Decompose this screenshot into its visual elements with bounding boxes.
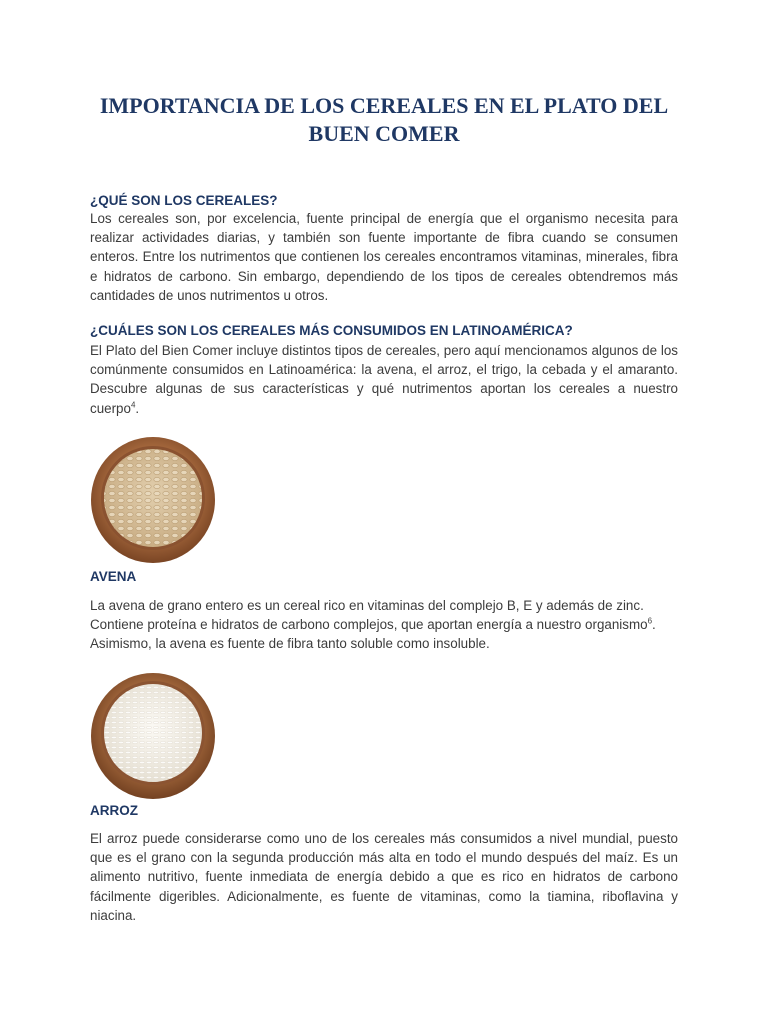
rice-bowl-image	[90, 670, 216, 800]
cereal-name-avena: AVENA	[90, 569, 137, 584]
page-title: IMPORTANCIA DE LOS CEREALES EN EL PLATO DEL BUEN COMER	[99, 93, 669, 146]
section-heading-which: ¿CUÁLES SON LOS CEREALES MÁS CONSUMIDOS EN LATINOAMÉRICA?	[90, 323, 573, 338]
cereal-text-arroz: El arroz puede considerarse como uno de los cereales más consumidos a nivel mundial, puesto que es el grano con la segunda producción más alta en todo el mundo después del maíz. Es un alimento nutritivo, fuente inmediata de energía debido a que es rico en hidratos de carbono fácilmente digeribles. Adicionalmente, es fuente de vitaminas, como la tiamina, riboflavina y niacina.	[90, 831, 678, 923]
oats-bowl-image	[90, 434, 216, 564]
section-heading-what: ¿QUÉ SON LOS CEREALES?	[90, 193, 278, 208]
cereal-text-avena-tail: Asimismo, la avena es fuente de fibra tanto soluble como insoluble.	[90, 636, 490, 652]
section-text-what: Los cereales son, por excelencia, fuente principal de energía que el organismo necesita para realizar actividades diarias, y también son fuente importante de fibra cuando se consumen enteros. Entre los nutrimentos que contienen los cereales encontramos vitaminas, minerales, fibra e hidratos de carbono. Sin embargo, dependiendo de los tipos de cereales obtendremos más cantidades de unos nutrimentos u otros.	[90, 211, 678, 303]
section-text-which-body: El Plato del Bien Comer incluye distintos tipos de cereales, pero aquí mencionamos algunos de los comúnmente consumidos en Latinoamérica: la avena, el arroz, el trigo, la cebada y el amaranto. Descubre algunas de sus características y qué nutrimentos aportan los cereales a nuestro cuerpo	[90, 343, 678, 416]
section-text-which: El Plato del Bien Comer incluye distintos tipos de cereales, pero aquí mencionamos algunos de los comúnmente consumidos en Latinoamérica: la avena, el arroz, el trigo, la cebada y el amaranto. Descubre algunas de sus características y qué nutrimentos aportan los cereales a nuestro cuerpo$^4$.	[90, 343, 678, 416]
cereal-name-arroz: ARROZ	[90, 803, 138, 818]
footnote-marker: 6	[647, 616, 653, 626]
footnote-marker: 4	[130, 400, 136, 410]
cereal-text-avena-body: La avena de grano entero es un cereal rico en vitaminas del complejo B, E y además de zinc. Contiene proteína e hidratos de carbono complejos, que aportan energía a nuestro organismo	[90, 598, 648, 633]
cereal-text-avena: La avena de grano entero es un cereal rico en vitaminas del complejo B, E y además de zinc. Contiene proteína e hidratos de carbono complejos, que aportan energía a nuestro organismo$^6$. Asimismo, la avena es fuente de fibra tanto soluble como insoluble.	[90, 598, 656, 652]
